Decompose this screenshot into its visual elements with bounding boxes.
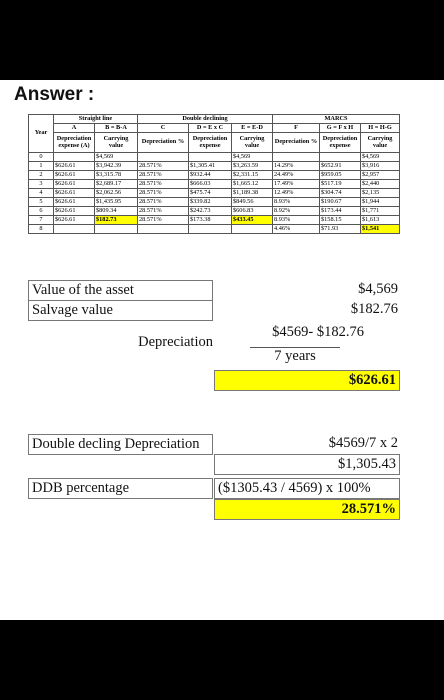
table-cell: $3,916: [361, 162, 400, 171]
table-cell: $3,315.78: [95, 171, 138, 180]
table-cell: $652.91: [320, 162, 361, 171]
table-cell: 14.29%: [273, 162, 320, 171]
table-cell: $626.61: [54, 207, 95, 216]
table-cell: $1,305.41: [189, 162, 232, 171]
answer-sheet: [0, 80, 444, 620]
table-cell: $304.74: [320, 189, 361, 198]
table-cell: $626.61: [54, 180, 95, 189]
table-cell: 28.571%: [138, 198, 189, 207]
year-cell: 3: [29, 180, 54, 189]
formula-header: G = F x H: [320, 124, 361, 133]
col-header: Depreciation expense: [189, 133, 232, 153]
table-cell: $2,957: [361, 171, 400, 180]
table-cell: $3,263.59: [232, 162, 273, 171]
ddb-result: $1,305.43: [214, 454, 400, 475]
table-cell: [95, 225, 138, 234]
table-cell: 8.92%: [273, 207, 320, 216]
table-cell: $2,062.56: [95, 189, 138, 198]
asset-label: Value of the asset: [28, 280, 213, 301]
table-cell: 28.571%: [138, 162, 189, 171]
depreciation-result: $626.61: [214, 370, 400, 391]
table-cell: $1,771: [361, 207, 400, 216]
table-row: [29, 216, 400, 225]
table-cell: 28.571%: [138, 207, 189, 216]
table-cell: [138, 225, 189, 234]
col-header: Depreciation expense (A): [54, 133, 95, 153]
ddb-formula: $4569/7 x 2: [328, 435, 398, 451]
col-header: Carrying value: [95, 133, 138, 153]
ddb-label: Double decling Depreciation: [28, 434, 213, 455]
salvage-label: Salvage value: [28, 300, 213, 321]
table-cell: $173.44: [320, 207, 361, 216]
table-cell: $1,189.38: [232, 189, 273, 198]
table-cell: 4.46%: [273, 225, 320, 234]
table-cell: $4,569: [361, 153, 400, 162]
group-double-declining: Double declining: [138, 115, 273, 124]
table-cell: $433.45: [232, 216, 273, 225]
table-cell: [232, 225, 273, 234]
table-cell: [138, 153, 189, 162]
table-row: [29, 225, 400, 234]
table-row: [29, 171, 400, 180]
table-cell: $626.61: [54, 198, 95, 207]
table-cell: [320, 153, 361, 162]
table-cell: $2,440: [361, 180, 400, 189]
table-cell: [189, 153, 232, 162]
table-row: [29, 153, 400, 162]
table-row: [29, 189, 400, 198]
formula-header: F: [273, 124, 320, 133]
table-cell: $173.38: [189, 216, 232, 225]
table-cell: 8.93%: [273, 198, 320, 207]
table-cell: $517.19: [320, 180, 361, 189]
depreciation-table: [28, 114, 400, 234]
col-header: Depreciation expense: [320, 133, 361, 153]
group-marcs: MARCS: [273, 115, 400, 124]
formula-header: E = E-D: [232, 124, 273, 133]
formula-header: A: [54, 124, 95, 133]
table-row: [29, 198, 400, 207]
formula-header: B = B-A: [95, 124, 138, 133]
table-cell: $158.15: [320, 216, 361, 225]
table-cell: $959.05: [320, 171, 361, 180]
table-cell: $1,613: [361, 216, 400, 225]
table-cell: $2,135: [361, 189, 400, 198]
table-cell: $606.83: [232, 207, 273, 216]
table-cell: $666.03: [189, 180, 232, 189]
table-cell: 24.49%: [273, 171, 320, 180]
ddb-percentage-result: 28.571%: [214, 499, 400, 520]
table-cell: $182.73: [95, 216, 138, 225]
col-year-header: Year: [29, 115, 54, 153]
col-header: Carrying value: [232, 133, 273, 153]
table-row: [29, 207, 400, 216]
year-cell: 4: [29, 189, 54, 198]
asset-value: $4,569: [358, 281, 398, 297]
salvage-value: $182.76: [350, 301, 398, 317]
table-cell: $4,569: [232, 153, 273, 162]
table-cell: $809.34: [95, 207, 138, 216]
col-header: Depreciation %: [138, 133, 189, 153]
table-cell: 17.49%: [273, 180, 320, 189]
depreciation-years: 7 years: [250, 347, 340, 365]
table-row: [29, 180, 400, 189]
table-cell: $475.74: [189, 189, 232, 198]
col-header: Carrying value: [361, 133, 400, 153]
table-cell: 28.571%: [138, 216, 189, 225]
formula-header: C: [138, 124, 189, 133]
depreciation-label: Depreciation: [138, 334, 213, 350]
formula-header: H = H-G: [361, 124, 400, 133]
ddb-percentage-label: DDB percentage: [28, 478, 213, 499]
year-cell: 8: [29, 225, 54, 234]
year-cell: 5: [29, 198, 54, 207]
table-cell: $4,569: [95, 153, 138, 162]
table-cell: [54, 225, 95, 234]
table-cell: 28.571%: [138, 180, 189, 189]
table-cell: $3,942.39: [95, 162, 138, 171]
table-cell: $626.61: [54, 216, 95, 225]
table-cell: $339.82: [189, 198, 232, 207]
year-cell: 1: [29, 162, 54, 171]
ddb-percentage-formula: ($1305.43 / 4569) x 100%: [214, 478, 400, 499]
table-cell: $932.44: [189, 171, 232, 180]
year-cell: 6: [29, 207, 54, 216]
table-cell: 28.571%: [138, 171, 189, 180]
year-cell: 0: [29, 153, 54, 162]
table-cell: $626.61: [54, 189, 95, 198]
table-cell: 28.571%: [138, 189, 189, 198]
table-cell: $626.61: [54, 162, 95, 171]
table-row: [29, 162, 400, 171]
table-cell: $1,665.12: [232, 180, 273, 189]
table-cell: 12.49%: [273, 189, 320, 198]
year-cell: 2: [29, 171, 54, 180]
table-cell: $1,944: [361, 198, 400, 207]
answer-heading: Answer :: [14, 84, 95, 105]
table-cell: $626.61: [54, 171, 95, 180]
table-cell: [54, 153, 95, 162]
table-cell: $2,331.15: [232, 171, 273, 180]
year-cell: 7: [29, 216, 54, 225]
table-cell: $2,689.17: [95, 180, 138, 189]
group-straight-line: Straight line: [54, 115, 138, 124]
table-cell: [189, 225, 232, 234]
table-cell: $190.67: [320, 198, 361, 207]
table-cell: $849.56: [232, 198, 273, 207]
table-cell: $71.93: [320, 225, 361, 234]
table-cell: 8.93%: [273, 216, 320, 225]
table-cell: $242.73: [189, 207, 232, 216]
table-cell: $1,435.95: [95, 198, 138, 207]
col-header: Depreciation %: [273, 133, 320, 153]
table-cell: $1,541: [361, 225, 400, 234]
table-cell: [273, 153, 320, 162]
depreciation-formula: $4569- $182.76: [272, 324, 364, 340]
formula-header: D = E x C: [189, 124, 232, 133]
